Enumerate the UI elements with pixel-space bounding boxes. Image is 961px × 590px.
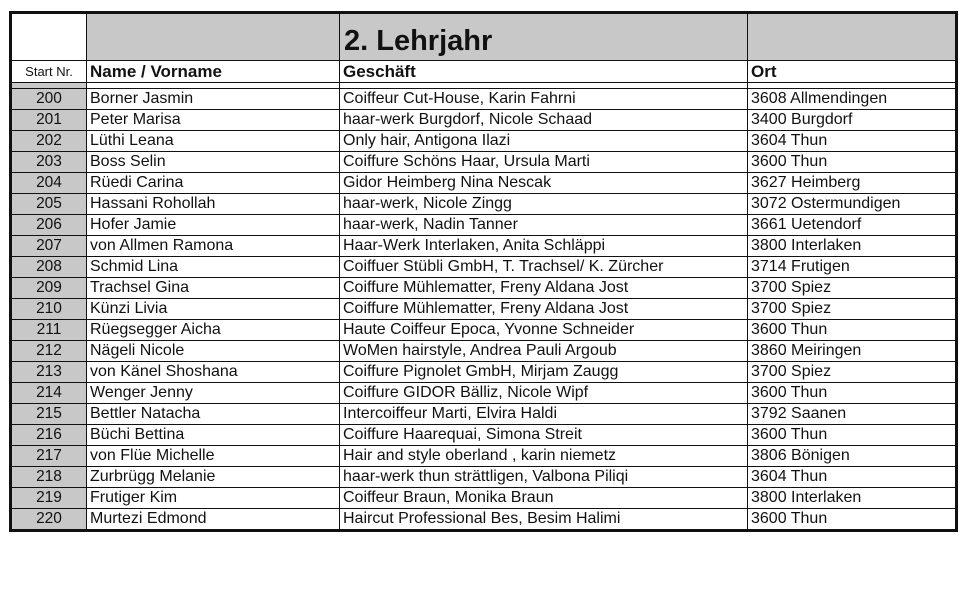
business-cell: Coiffeur Braun, Monika Braun: [340, 488, 748, 509]
start-number-cell: 205: [11, 194, 87, 215]
name-cell: Murtezi Edmond: [87, 509, 340, 531]
title-blank-cell: [11, 13, 87, 61]
start-number-cell: 201: [11, 110, 87, 131]
name-cell: Nägeli Nicole: [87, 341, 340, 362]
table-row: [11, 362, 957, 383]
table-row: [11, 194, 957, 215]
business-cell: Coiffure Schöns Haar, Ursula Marti: [340, 152, 748, 173]
table-row: [11, 173, 957, 194]
name-cell: Borner Jasmin: [87, 89, 340, 110]
table-row: [11, 467, 957, 488]
business-cell: Coiffuer Stübli GmbH, T. Trachsel/ K. Zürcher: [340, 257, 748, 278]
table-row: [11, 152, 957, 173]
table-row: [11, 278, 957, 299]
title-shaded-cell: [748, 13, 957, 61]
business-cell: Intercoiffeur Marti, Elvira Haldi: [340, 404, 748, 425]
location-cell: 3608 Allmendingen: [748, 89, 957, 110]
table-row: [11, 215, 957, 236]
business-cell: Coiffure Pignolet GmbH, Mirjam Zaugg: [340, 362, 748, 383]
business-cell: Coiffure GIDOR Bälliz, Nicole Wipf: [340, 383, 748, 404]
page-title: 2. Lehrjahr: [340, 13, 748, 61]
business-cell: Only hair, Antigona Ilazi: [340, 131, 748, 152]
table-row: [11, 89, 957, 110]
name-cell: Künzi Livia: [87, 299, 340, 320]
business-cell: Haar-Werk Interlaken, Anita Schläppi: [340, 236, 748, 257]
business-cell: Coiffeur Cut-House, Karin Fahrni: [340, 89, 748, 110]
location-cell: 3072 Ostermundigen: [748, 194, 957, 215]
business-cell: Coiffure Haarequai, Simona Streit: [340, 425, 748, 446]
start-number-cell: 217: [11, 446, 87, 467]
name-cell: Frutiger Kim: [87, 488, 340, 509]
business-cell: Hair and style oberland , karin niemetz: [340, 446, 748, 467]
header-start-nr: Start Nr.: [11, 61, 87, 83]
start-number-cell: 216: [11, 425, 87, 446]
location-cell: 3600 Thun: [748, 425, 957, 446]
start-number-cell: 210: [11, 299, 87, 320]
table-row: [11, 383, 957, 404]
start-number-cell: 200: [11, 89, 87, 110]
location-cell: 3792 Saanen: [748, 404, 957, 425]
start-number-cell: 204: [11, 173, 87, 194]
location-cell: 3860 Meiringen: [748, 341, 957, 362]
participant-table: [9, 11, 958, 532]
start-number-cell: 212: [11, 341, 87, 362]
header-name: Name / Vorname: [87, 61, 340, 83]
location-cell: 3600 Thun: [748, 320, 957, 341]
business-cell: Coiffure Mühlematter, Freny Aldana Jost: [340, 299, 748, 320]
name-cell: Bettler Natacha: [87, 404, 340, 425]
location-cell: 3806 Bönigen: [748, 446, 957, 467]
table-row: [11, 236, 957, 257]
name-cell: Schmid Lina: [87, 257, 340, 278]
location-cell: 3700 Spiez: [748, 299, 957, 320]
location-cell: 3800 Interlaken: [748, 488, 957, 509]
start-number-cell: 206: [11, 215, 87, 236]
table-row: [11, 131, 957, 152]
start-number-cell: 208: [11, 257, 87, 278]
name-cell: Hofer Jamie: [87, 215, 340, 236]
name-cell: Peter Marisa: [87, 110, 340, 131]
start-number-cell: 203: [11, 152, 87, 173]
table-row: [11, 110, 957, 131]
title-row: [11, 13, 957, 61]
name-cell: Wenger Jenny: [87, 383, 340, 404]
location-cell: 3604 Thun: [748, 467, 957, 488]
start-number-cell: 202: [11, 131, 87, 152]
location-cell: 3400 Burgdorf: [748, 110, 957, 131]
business-cell: Haircut Professional Bes, Besim Halimi: [340, 509, 748, 531]
location-cell: 3800 Interlaken: [748, 236, 957, 257]
name-cell: Boss Selin: [87, 152, 340, 173]
table-row: [11, 320, 957, 341]
name-cell: Hassani Rohollah: [87, 194, 340, 215]
location-cell: 3700 Spiez: [748, 278, 957, 299]
location-cell: 3600 Thun: [748, 152, 957, 173]
business-cell: haar-werk, Nicole Zingg: [340, 194, 748, 215]
table-row: [11, 341, 957, 362]
name-cell: Zurbrügg Melanie: [87, 467, 340, 488]
start-number-cell: 211: [11, 320, 87, 341]
business-cell: WoMen hairstyle, Andrea Pauli Argoub: [340, 341, 748, 362]
table-row: [11, 509, 957, 531]
start-number-cell: 215: [11, 404, 87, 425]
business-cell: haar-werk thun strättligen, Valbona Piliqi: [340, 467, 748, 488]
header-row: [11, 61, 957, 83]
location-cell: 3714 Frutigen: [748, 257, 957, 278]
start-number-cell: 219: [11, 488, 87, 509]
name-cell: Rüedi Carina: [87, 173, 340, 194]
name-cell: Rüegsegger Aicha: [87, 320, 340, 341]
start-number-cell: 214: [11, 383, 87, 404]
table-row: [11, 488, 957, 509]
title-shaded-cell: [87, 13, 340, 61]
start-number-cell: 218: [11, 467, 87, 488]
location-cell: 3700 Spiez: [748, 362, 957, 383]
table-row: [11, 404, 957, 425]
name-cell: Lüthi Leana: [87, 131, 340, 152]
table-row: [11, 299, 957, 320]
business-cell: Haute Coiffeur Epoca, Yvonne Schneider: [340, 320, 748, 341]
name-cell: Büchi Bettina: [87, 425, 340, 446]
table-row: [11, 257, 957, 278]
location-cell: 3661 Uetendorf: [748, 215, 957, 236]
location-cell: 3600 Thun: [748, 509, 957, 531]
business-cell: haar-werk, Nadin Tanner: [340, 215, 748, 236]
location-cell: 3600 Thun: [748, 383, 957, 404]
name-cell: Trachsel Gina: [87, 278, 340, 299]
header-geschaeft: Geschäft: [340, 61, 748, 83]
start-number-cell: 213: [11, 362, 87, 383]
header-ort: Ort: [748, 61, 957, 83]
business-cell: Gidor Heimberg Nina Nescak: [340, 173, 748, 194]
location-cell: 3627 Heimberg: [748, 173, 957, 194]
business-cell: Coiffure Mühlematter, Freny Aldana Jost: [340, 278, 748, 299]
start-number-cell: 220: [11, 509, 87, 531]
table-row: [11, 446, 957, 467]
location-cell: 3604 Thun: [748, 131, 957, 152]
name-cell: von Allmen Ramona: [87, 236, 340, 257]
business-cell: haar-werk Burgdorf, Nicole Schaad: [340, 110, 748, 131]
start-number-cell: 209: [11, 278, 87, 299]
name-cell: von Känel Shoshana: [87, 362, 340, 383]
start-number-cell: 207: [11, 236, 87, 257]
name-cell: von Flüe Michelle: [87, 446, 340, 467]
table-row: [11, 425, 957, 446]
